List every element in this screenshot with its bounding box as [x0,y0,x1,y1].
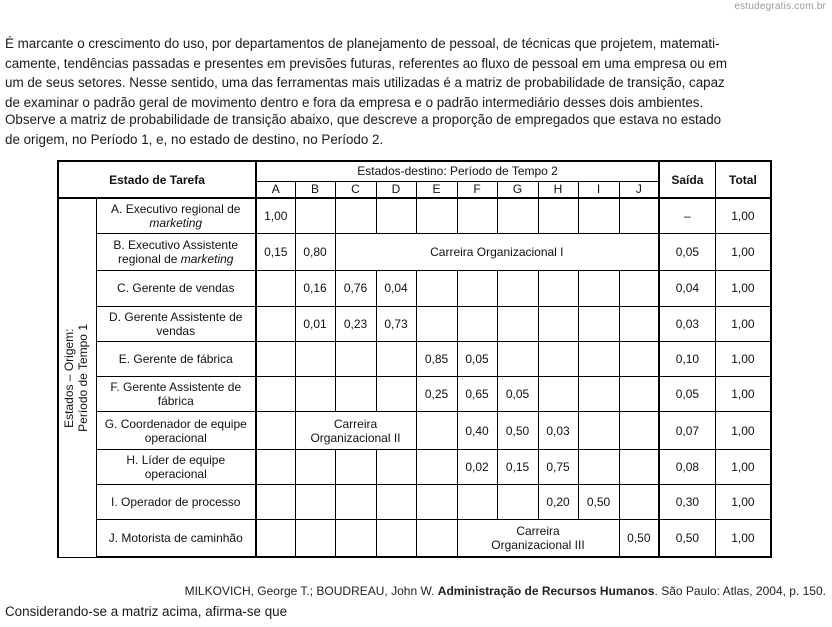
cell-a-a: 1,00 [256,198,295,233]
cell-empty [256,449,295,484]
col-header-i: I [578,181,619,198]
table-row [58,341,771,376]
cell-empty [619,306,659,341]
total-e: 1,00 [715,341,771,376]
cell-empty [256,306,295,341]
total-a: 1,00 [715,198,771,233]
cell-empty [619,377,659,412]
cell-empty [497,271,538,306]
cell-empty [538,198,578,233]
cell-empty [335,520,376,557]
text-line: de origem, no Período 1, e, no estado de destino, no Período 2. [5,131,384,147]
cell-i-i: 0,50 [578,484,619,519]
col-header-c: C [335,181,376,198]
state-f: F. Gerente Assistente de fábrica [96,377,256,412]
total-h: 1,00 [715,449,771,484]
cell-empty [457,198,497,233]
cell-empty [376,341,416,376]
cell-empty [457,484,497,519]
total-j: 1,00 [715,520,771,557]
col-header-e: E [416,181,457,198]
cell-empty [416,449,457,484]
cell-f-g: 0,05 [497,377,538,412]
header-exit: Saída [659,161,715,198]
cell-empty [538,377,578,412]
transition-matrix-table [57,160,772,558]
total-c: 1,00 [715,271,771,306]
cell-g-g: 0,50 [497,412,538,449]
exit-b: 0,05 [659,234,715,271]
intro-paragraph-2 [5,110,827,149]
total-g: 1,00 [715,412,771,449]
cell-empty [416,520,457,557]
exit-a: – [659,198,715,233]
cell-c-c: 0,76 [335,271,376,306]
col-header-a: A [256,181,295,198]
cell-empty [295,520,335,557]
cell-empty [416,271,457,306]
cell-empty [295,449,335,484]
state-h: H. Líder de equipe operacional [96,449,256,484]
cell-empty [619,412,659,449]
cell-empty [538,306,578,341]
exit-g: 0,07 [659,412,715,449]
table-row [58,449,771,484]
origin-label-cell [58,198,96,557]
state-i: I. Operador de processo [96,484,256,519]
cell-empty [578,271,619,306]
cell-empty [376,520,416,557]
header-destination: Estados-destino: Período de Tempo 2 [256,161,659,181]
exit-h: 0,08 [659,449,715,484]
cell-empty [256,412,295,449]
cell-d-b: 0,01 [295,306,335,341]
table-row [58,271,771,306]
cell-empty [335,198,376,233]
cell-empty [538,271,578,306]
cell-empty [578,377,619,412]
table-row [58,306,771,341]
state-d: D. Gerente Assistente de vendas [96,306,256,341]
cell-c-b: 0,16 [295,271,335,306]
cell-empty [376,484,416,519]
header-state: Estado de Tarefa [58,161,256,198]
cell-empty [619,198,659,233]
state-g: G. Coordenador de equipe operacional [96,412,256,449]
cell-f-e: 0,25 [416,377,457,412]
cell-empty [578,341,619,376]
table-row [58,412,771,449]
cell-d-c: 0,23 [335,306,376,341]
state-a: A. Executivo regional de marketing [96,198,256,233]
cell-empty [376,377,416,412]
cell-b-a: 0,15 [256,234,295,271]
cell-empty [416,198,457,233]
cell-g-h: 0,03 [538,412,578,449]
cell-empty [497,306,538,341]
cell-empty [256,520,295,557]
exit-c: 0,04 [659,271,715,306]
cell-empty [376,198,416,233]
table-row [58,234,771,271]
total-d: 1,00 [715,306,771,341]
col-header-j: J [619,181,659,198]
cell-empty [619,449,659,484]
cell-empty [497,198,538,233]
career-organizational-1: Carreira Organizacional I [335,234,659,271]
cell-empty [619,271,659,306]
cell-empty [335,449,376,484]
cell-empty [295,484,335,519]
cell-h-h: 0,75 [538,449,578,484]
cell-h-g: 0,15 [497,449,538,484]
cell-empty [578,306,619,341]
cell-empty [619,341,659,376]
cell-empty [335,377,376,412]
cell-b-b: 0,80 [295,234,335,271]
col-header-f: F [457,181,497,198]
state-e: E. Gerente de fábrica [96,341,256,376]
cell-empty [295,198,335,233]
cell-d-d: 0,73 [376,306,416,341]
cell-empty [256,377,295,412]
table-row [58,484,771,519]
origin-label: Estados – Origem: Período de Tempo 1 [62,323,90,432]
cell-e-e: 0,85 [416,341,457,376]
cell-empty [457,271,497,306]
state-b: B. Executivo Assistente regional de marketing [96,234,256,271]
col-header-d: D [376,181,416,198]
cell-j-j: 0,50 [619,520,659,557]
col-header-h: H [538,181,578,198]
text-line: camente, tendências passadas e presentes em previsões futuras, referentes ao fluxo de pessoal em uma empresa ou em [5,55,728,71]
total-f: 1,00 [715,377,771,412]
cell-empty [295,377,335,412]
cell-empty [416,306,457,341]
exit-e: 0,10 [659,341,715,376]
table-row [58,198,771,233]
cell-empty [578,412,619,449]
cell-empty [578,198,619,233]
cell-empty [497,341,538,376]
cell-empty [335,341,376,376]
exit-d: 0,03 [659,306,715,341]
watermark: estudegratis.com.br [734,1,826,12]
career-organizational-2: Carreira Organizacional II [295,412,416,449]
text-line: É marcante o crescimento do uso, por departamentos de planejamento de pessoal, de técnicas que projetem, matemati- [5,36,720,51]
col-header-b: B [295,181,335,198]
cell-g-f: 0,40 [457,412,497,449]
total-b: 1,00 [715,234,771,271]
text-line: um de seus setores. Nesse sentido, uma das ferramentas mais utilizadas é a matriz de probabilidade de transição, capaz [5,75,725,90]
exit-j: 0,50 [659,520,715,557]
cell-empty [256,341,295,376]
table-row [58,520,771,557]
cell-empty [256,271,295,306]
cell-empty [619,484,659,519]
intro-paragraph-1 [5,34,827,112]
cell-h-f: 0,02 [457,449,497,484]
state-j: J. Motorista de caminhão [96,520,256,557]
table-row [58,377,771,412]
cell-c-d: 0,04 [376,271,416,306]
col-header-g: G [497,181,538,198]
cell-empty [457,306,497,341]
cell-e-f: 0,05 [457,341,497,376]
cell-f-f: 0,65 [457,377,497,412]
text-line: de examinar o padrão geral de movimento dentro e fora da empresa e o padrão intermediário desses dois ambientes. [5,94,704,110]
exit-i: 0,30 [659,484,715,519]
source-citation: MILKOVICH, George T.; BOUDREAU, John W. Administração de Recursos Humanos. São Paulo: Atlas, 2004, p. 150. [184,584,826,598]
question-text: Considerando-se a matriz acima, afirma-se que [5,604,288,619]
header-total: Total [715,161,771,198]
state-c: C. Gerente de vendas [96,271,256,306]
cell-empty [335,484,376,519]
cell-empty [416,484,457,519]
cell-empty [295,341,335,376]
cell-empty [256,484,295,519]
total-i: 1,00 [715,484,771,519]
cell-empty [538,341,578,376]
career-organizational-3: Carreira Organizacional III [457,520,619,557]
exit-f: 0,05 [659,377,715,412]
text-line: Observe a matriz de probabilidade de transição abaixo, que descreve a proporção de empregados que estava no estado [5,112,722,127]
cell-empty [416,412,457,449]
cell-empty [497,484,538,519]
cell-empty [578,449,619,484]
cell-empty [376,449,416,484]
cell-i-h: 0,20 [538,484,578,519]
